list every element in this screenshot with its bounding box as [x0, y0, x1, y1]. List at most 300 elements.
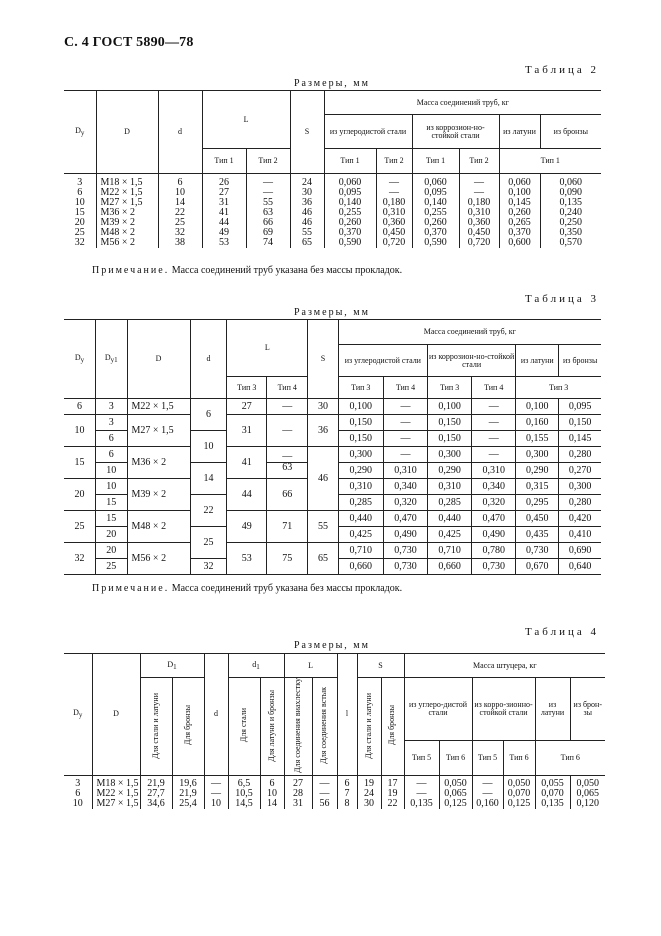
- table-cell: 14: [190, 463, 227, 495]
- table-cell: М56 × 2: [96, 238, 158, 248]
- table-cell: 0,450: [516, 511, 559, 527]
- table-cell: 0,285: [428, 495, 472, 511]
- col-bronze: из брон-зы: [570, 678, 605, 741]
- table-cell: 10: [190, 431, 227, 463]
- table-cell: 0,720: [376, 238, 412, 248]
- table-cell: 32: [64, 543, 96, 575]
- table-row: [64, 415, 601, 431]
- table-cell: —: [472, 779, 503, 789]
- table-cell: 38: [158, 238, 202, 248]
- col-corrosion: из корро-зионно-стойкой стали: [472, 678, 535, 741]
- table-cell: 27: [227, 399, 267, 415]
- table-cell: 31: [284, 799, 312, 809]
- table-cell: 0,490: [472, 527, 516, 543]
- table-cell: 0,320: [472, 495, 516, 511]
- table-cell: 0,280: [559, 447, 601, 463]
- table-cell: 0,320: [383, 495, 427, 511]
- table-cell: 0,160: [516, 415, 559, 431]
- table-2: [64, 90, 601, 248]
- col-mass: Масса соединений труб, кг: [338, 320, 601, 345]
- table-cell: 0,710: [428, 543, 472, 559]
- table-cell-text: d: [252, 659, 257, 669]
- table-cell: —: [204, 789, 228, 799]
- col-carbon: из углеродистой стали: [324, 115, 412, 149]
- table-cell: 10,5: [228, 789, 260, 799]
- col-d: d: [204, 654, 228, 776]
- table-cell: 0,290: [516, 463, 559, 479]
- table-cell: 0,490: [383, 527, 427, 543]
- table-cell: 0,660: [428, 559, 472, 575]
- table-cell: 10: [64, 415, 96, 447]
- table-cell: 0,260: [499, 208, 540, 218]
- col-carbon: из углеро-дистой стали: [404, 678, 472, 741]
- col-L-t2: Тип 2: [246, 149, 290, 174]
- table-cell: М18 × 1,5: [96, 178, 158, 188]
- table-cell: —: [204, 779, 228, 789]
- table-cell: 20: [74, 216, 85, 228]
- table-cell: 0,300: [559, 479, 601, 495]
- col-d1-brass-bronze: [260, 678, 284, 776]
- table-cell: 0,310: [383, 463, 427, 479]
- col-L: L: [227, 320, 308, 377]
- table-cell: 0,135: [404, 799, 439, 809]
- table-cell: 22: [158, 208, 202, 218]
- table-cell: 69: [246, 228, 290, 238]
- table-cell: 66: [267, 479, 308, 511]
- table-cell: 0,070: [535, 789, 570, 799]
- table-cell: 3: [96, 415, 128, 431]
- table-cell: 10: [96, 463, 128, 479]
- table-cell: —: [246, 188, 290, 198]
- table-cell: 25: [74, 226, 85, 238]
- table-cell: 0,360: [376, 218, 412, 228]
- table-cell: —: [472, 447, 516, 463]
- table-cell: 0,360: [459, 218, 499, 228]
- table-cell: 63: [246, 208, 290, 218]
- col-brass: из латуни: [535, 678, 570, 741]
- table-cell: 0,125: [439, 799, 472, 809]
- table-3: [64, 319, 601, 575]
- table-cell: 0,150: [428, 415, 472, 431]
- table-cell: 0,155: [516, 431, 559, 447]
- table-cell: —: [383, 447, 427, 463]
- col-d: d: [158, 91, 202, 174]
- table-cell: 55: [290, 228, 324, 238]
- table-cell: 6: [96, 431, 128, 447]
- table-cell: 10: [74, 196, 85, 208]
- table-cell: 6: [96, 447, 128, 463]
- table-cell: 32: [74, 236, 85, 248]
- table-cell: 49: [202, 228, 246, 238]
- col-L: L: [284, 654, 337, 678]
- col-bronze: из бронзы: [540, 115, 601, 149]
- table-cell: 0,590: [324, 238, 376, 248]
- table-cell: М22 × 1,5: [127, 399, 190, 415]
- table-cell: 0,055: [535, 779, 570, 789]
- table-cell-text: D: [75, 126, 81, 135]
- table-cell-text: у: [78, 711, 83, 720]
- table-cell: М22 × 1,5: [92, 789, 140, 799]
- table-cell: 0,450: [459, 228, 499, 238]
- table-cell: 20: [64, 479, 96, 511]
- table-cell: 46: [290, 218, 324, 228]
- table-cell: 0,670: [516, 559, 559, 575]
- table-cell: 0,100: [516, 399, 559, 415]
- table-cell: 14: [260, 799, 284, 809]
- table-cell-text: Для стали и латуни: [363, 692, 373, 759]
- table-cell: 0,425: [338, 527, 383, 543]
- table-cell: 6: [64, 399, 96, 415]
- table-cell: 24: [357, 789, 381, 799]
- table-cell: 0,145: [499, 198, 540, 208]
- table-cell: 6: [190, 399, 227, 431]
- table-cell-text: D: [167, 659, 174, 669]
- col-corrosion: из коррозион-но-стойкой стали: [412, 115, 499, 149]
- table-cell: 0,250: [540, 218, 601, 228]
- table-cell: М22 × 1,5: [96, 188, 158, 198]
- table-cell: 0,270: [559, 463, 601, 479]
- table-cell: 0,265: [499, 218, 540, 228]
- table-cell: 0,140: [324, 198, 376, 208]
- col-corr-t3: Тип 3: [428, 377, 472, 399]
- table-cell: М27 × 1,5: [96, 198, 158, 208]
- table-cell: 15: [74, 206, 85, 218]
- table-cell: 0,410: [559, 527, 601, 543]
- col-dy: [64, 320, 96, 399]
- table-cell: 20: [96, 543, 128, 559]
- table-cell: 10: [204, 799, 228, 809]
- page-header: С. 4 ГОСТ 5890—78: [64, 35, 194, 50]
- table-cell: 22: [381, 799, 404, 809]
- table-cell-text: 1: [256, 662, 260, 671]
- table-cell: 0,730: [516, 543, 559, 559]
- table-cell: 0,095: [324, 188, 376, 198]
- note-text: Масса соединений труб указана без массы прокладок.: [171, 265, 403, 276]
- table-cell: —: [459, 188, 499, 198]
- table-cell-text: 1: [173, 662, 177, 671]
- table-cell: 0,420: [559, 511, 601, 527]
- table-cell: 0,095: [412, 188, 459, 198]
- col-mass: Масса соединений труб, кг: [324, 91, 601, 115]
- table-cell: 0,440: [338, 511, 383, 527]
- table-cell: 36: [290, 198, 324, 208]
- col-L-viaxial: [284, 678, 312, 776]
- col-carbon-t2: Тип 2: [376, 149, 412, 174]
- table-cell: 0,150: [428, 431, 472, 447]
- note-label: Примечание.: [92, 583, 170, 594]
- table-cell-text: D: [73, 708, 79, 718]
- table-cell: —: [383, 431, 427, 447]
- table-cell: 65: [290, 238, 324, 248]
- col-D: D: [92, 654, 140, 776]
- table-cell: М18 × 1,5: [92, 779, 140, 789]
- table-cell: 25: [64, 511, 96, 543]
- col-bronze: из бронзы: [559, 345, 601, 377]
- table-cell: 0,690: [559, 543, 601, 559]
- table-cell: 0,060: [499, 178, 540, 188]
- table-cell: 0,150: [338, 415, 383, 431]
- table-cell: 0,720: [459, 238, 499, 248]
- table-cell: —: [404, 789, 439, 799]
- col-L-t1: Тип 1: [202, 149, 246, 174]
- table-cell: —: [472, 431, 516, 447]
- col-l: l: [337, 654, 357, 776]
- table-cell: 0,180: [376, 198, 412, 208]
- table-cell: 0,310: [459, 208, 499, 218]
- table-cell: М39 × 2: [127, 479, 190, 511]
- col-carbon-t1: Тип 1: [324, 149, 376, 174]
- table-cell: 44: [227, 479, 267, 511]
- table-cell: 0,290: [338, 463, 383, 479]
- table-cell: 24: [290, 178, 324, 188]
- table-2-caption: Таблица 2: [524, 64, 599, 76]
- table-cell: 0,350: [540, 228, 601, 238]
- table-cell: 41: [227, 447, 267, 479]
- table-cell: —: [383, 399, 427, 415]
- table-row: [64, 178, 601, 188]
- table-cell: 0,310: [338, 479, 383, 495]
- table-cell: 6,5: [228, 779, 260, 789]
- table-cell: 0,060: [412, 178, 459, 188]
- table-cell: 0,590: [412, 238, 459, 248]
- table-cell: 75: [267, 543, 308, 575]
- table-cell: 0,050: [570, 779, 605, 789]
- table-cell: 0,450: [376, 228, 412, 238]
- table-cell: М27 × 1,5: [127, 415, 190, 447]
- table-cell: 25: [158, 218, 202, 228]
- table-cell: 0,135: [535, 799, 570, 809]
- table-cell: —: [267, 399, 308, 415]
- table-cell: 0,370: [324, 228, 376, 238]
- col-d1-steel: [228, 678, 260, 776]
- table-cell: 0,300: [428, 447, 472, 463]
- table-cell: 0,050: [439, 779, 472, 789]
- table-cell: —: [472, 399, 516, 415]
- note-label: Примечание.: [92, 265, 170, 276]
- table-cell: 0,600: [499, 238, 540, 248]
- table-cell-text: —: [267, 452, 307, 463]
- table-cell: 8: [337, 799, 357, 809]
- table-4-dimensions: Размеры, мм: [294, 640, 370, 651]
- table-cell: 0,065: [570, 789, 605, 799]
- table-cell-text: у: [80, 129, 85, 137]
- table-cell: М56 × 2: [127, 543, 190, 575]
- table-3-dimensions: Размеры, мм: [294, 307, 370, 318]
- table-cell: 6: [158, 178, 202, 188]
- table-cell: 0,440: [428, 511, 472, 527]
- table-cell-text: Для стали и латуни: [150, 692, 160, 759]
- col-S: S: [290, 91, 324, 174]
- col-S-steel-brass: [357, 678, 381, 776]
- table-cell: 0,710: [338, 543, 383, 559]
- table-cell: 74: [246, 238, 290, 248]
- col-d: d: [190, 320, 227, 399]
- col-L: L: [202, 91, 290, 149]
- table-cell: 0,050: [503, 779, 535, 789]
- table-2-dimensions: Размеры, мм: [294, 78, 370, 89]
- col-D: D: [96, 91, 158, 174]
- table-cell: 0,255: [324, 208, 376, 218]
- table-cell: 36: [308, 415, 338, 447]
- table-cell: —: [312, 789, 337, 799]
- table-cell: 0,255: [412, 208, 459, 218]
- table-cell: 6: [337, 779, 357, 789]
- col-mass: Масса штуцера, кг: [404, 654, 605, 678]
- col-carbon-t4: Тип 4: [383, 377, 427, 399]
- table-cell: 3: [77, 176, 83, 188]
- table-cell: 6: [260, 779, 284, 789]
- table-row: [64, 447, 601, 463]
- table-cell: 6: [77, 186, 83, 198]
- table-cell: 0,470: [383, 511, 427, 527]
- col-carbon-t3: Тип 3: [338, 377, 383, 399]
- col-S: S: [308, 320, 338, 399]
- table-cell: 0,340: [383, 479, 427, 495]
- col-corr-t4: Тип 4: [472, 377, 516, 399]
- table-cell: 0,160: [472, 799, 503, 809]
- col-dy: [64, 91, 96, 174]
- table-cell: 26: [202, 178, 246, 188]
- table-cell: 0,260: [412, 218, 459, 228]
- col-dy1: [96, 320, 128, 399]
- table-cell: 0,125: [503, 799, 535, 809]
- table-cell: 0,240: [540, 208, 601, 218]
- table-cell: —: [312, 779, 337, 789]
- table-cell: —: [246, 178, 290, 188]
- table-cell: 0,370: [412, 228, 459, 238]
- table-cell: 0,145: [559, 431, 601, 447]
- table-cell: 55: [308, 511, 338, 543]
- table-cell: [267, 447, 308, 479]
- table-cell: 0,090: [540, 188, 601, 198]
- table-cell: —: [472, 789, 503, 799]
- table-cell: 14: [158, 198, 202, 208]
- table-cell: М48 × 2: [96, 228, 158, 238]
- table-cell-text: D: [104, 353, 111, 362]
- note-text: Масса соединений труб указана без массы прокладок.: [171, 583, 403, 594]
- table-cell: 0,060: [324, 178, 376, 188]
- table-cell: М39 × 2: [96, 218, 158, 228]
- table-cell: 55: [246, 198, 290, 208]
- col-L-insert: [312, 678, 337, 776]
- table-cell: 0,135: [540, 198, 601, 208]
- table-cell: 31: [227, 415, 267, 447]
- table-cell: 17: [381, 779, 404, 789]
- table-cell: 27: [202, 188, 246, 198]
- table-3-caption: Таблица 3: [524, 293, 599, 305]
- col-corr-t2: Тип 2: [459, 149, 499, 174]
- table-cell: 0,310: [428, 479, 472, 495]
- table-cell: 0,065: [439, 789, 472, 799]
- table-cell: 30: [290, 188, 324, 198]
- table-cell: 25: [190, 527, 227, 559]
- table-cell: 0,310: [472, 463, 516, 479]
- table-cell: —: [472, 415, 516, 431]
- table-cell: 30: [357, 799, 381, 809]
- table-cell: 0,290: [428, 463, 472, 479]
- table-row: [64, 208, 601, 218]
- table-cell: 32: [190, 559, 227, 575]
- table-cell: 19: [381, 789, 404, 799]
- table-cell: 0,100: [428, 399, 472, 415]
- col-d1: [228, 654, 284, 678]
- table-cell: 46: [308, 447, 338, 511]
- table-cell: 14,5: [228, 799, 260, 809]
- table-cell: —: [376, 188, 412, 198]
- table-cell: 0,640: [559, 559, 601, 575]
- table-cell: 0,300: [516, 447, 559, 463]
- table-cell: 44: [202, 218, 246, 228]
- col-brass-bronze-t6: Тип 6: [535, 741, 605, 775]
- table-cell: 53: [202, 238, 246, 248]
- table-cell-text: Для соединения виахлестку: [292, 678, 302, 773]
- table-row: [64, 399, 601, 415]
- table-cell: 0,570: [540, 238, 601, 248]
- col-corr-t1: Тип 1: [412, 149, 459, 174]
- table-cell: 15: [96, 511, 128, 527]
- table-cell: 27: [284, 779, 312, 789]
- table-cell: 25: [96, 559, 128, 575]
- table-row: [64, 218, 601, 228]
- table-cell: 15: [96, 495, 128, 511]
- col-L-t3: Тип 3: [227, 377, 267, 399]
- table-cell-text: Для бронзы: [387, 705, 397, 746]
- table-cell: 22: [190, 495, 227, 527]
- col-brass: из латуни: [516, 345, 559, 377]
- table-cell: —: [383, 415, 427, 431]
- col-brass-bronze-t1: Тип 1: [499, 149, 601, 174]
- table-cell: 3: [96, 399, 128, 415]
- table-cell: 0,730: [383, 559, 427, 575]
- table-row: [64, 188, 601, 198]
- table-cell-text: 63: [282, 462, 293, 473]
- col-L-t4: Тип 4: [267, 377, 308, 399]
- table-cell: 41: [202, 208, 246, 218]
- table-cell: 19: [357, 779, 381, 789]
- table-cell-text: D: [74, 353, 81, 362]
- table-cell: —: [376, 178, 412, 188]
- table-4: [64, 653, 605, 809]
- table-cell: 0,070: [503, 789, 535, 799]
- col-carbon: из углеродистой стали: [338, 345, 427, 377]
- table-cell: 0,180: [459, 198, 499, 208]
- table-cell: 65: [308, 543, 338, 575]
- table-cell: М36 × 2: [96, 208, 158, 218]
- table-cell: 0,060: [540, 178, 601, 188]
- table-cell: 49: [227, 511, 267, 543]
- table-cell: 0,660: [338, 559, 383, 575]
- table-cell: 31: [202, 198, 246, 208]
- table-cell: 66: [246, 218, 290, 228]
- table-cell: 27,7: [140, 789, 172, 799]
- col-D1-bronze: [172, 678, 204, 776]
- table-cell: 0,300: [338, 447, 383, 463]
- col-dy: [64, 654, 92, 776]
- table-cell: 10: [158, 188, 202, 198]
- table-cell: 0,100: [338, 399, 383, 415]
- table-cell: 0,470: [472, 511, 516, 527]
- table-cell: 0,370: [499, 228, 540, 238]
- table-cell: 0,120: [570, 799, 605, 809]
- table-cell: 21,9: [172, 789, 204, 799]
- col-D1-steel-brass: [140, 678, 172, 776]
- table-cell-text: Для соединения встык: [319, 687, 329, 764]
- table-cell: 56: [312, 799, 337, 809]
- table-cell: 0,435: [516, 527, 559, 543]
- table-cell: М27 × 1,5: [92, 799, 140, 809]
- table-cell: 0,140: [412, 198, 459, 208]
- table-row: [64, 238, 601, 248]
